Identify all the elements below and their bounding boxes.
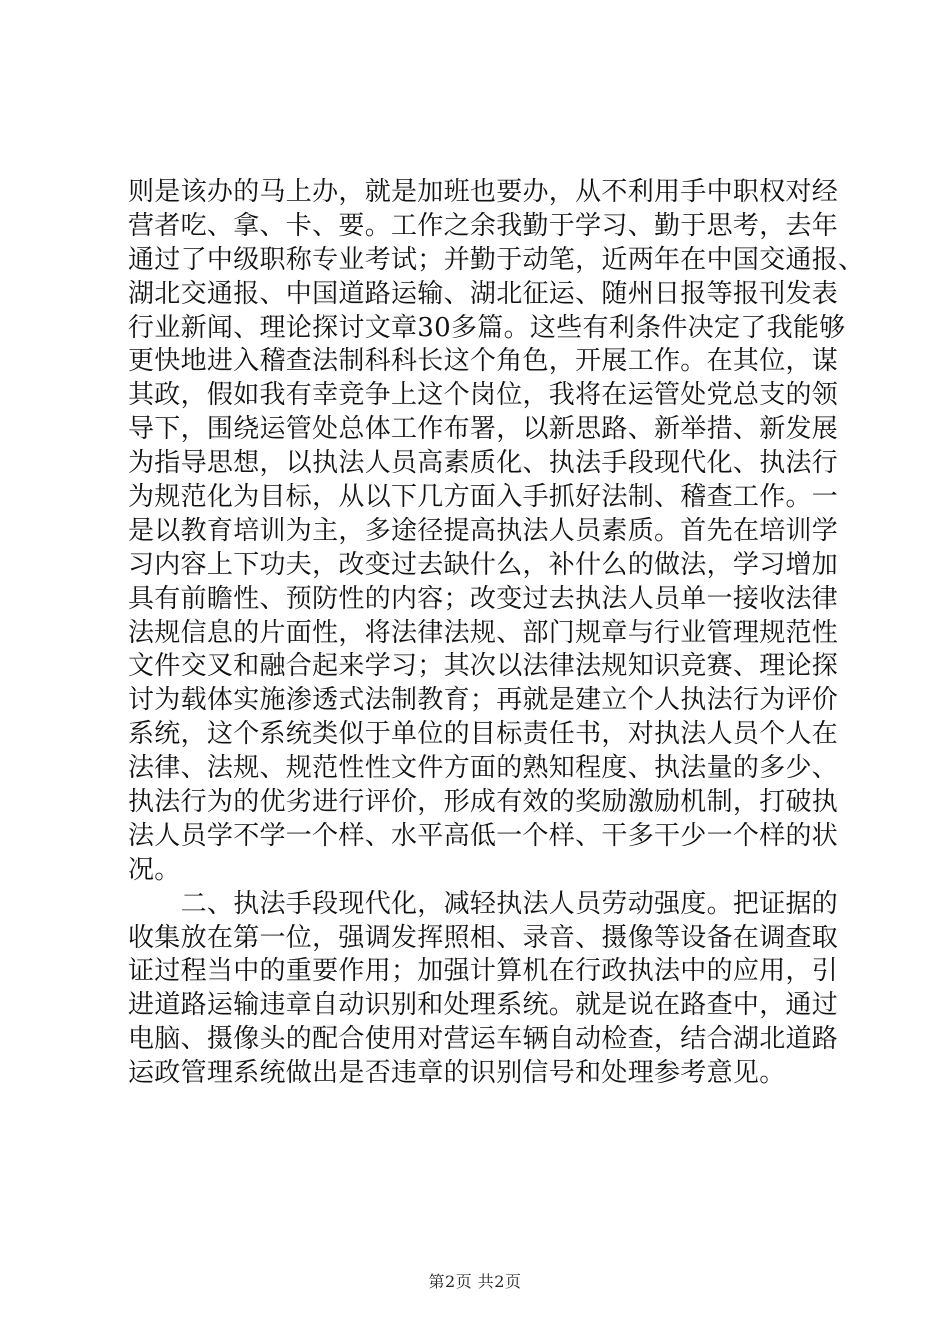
text-line: 法规信息的片面性，将法律法规、部门规章与行业管理规范性 (128, 617, 839, 648)
text-line: 湖北交通报、中国道路运输、湖北征运、随州日报等报刊发表 (128, 278, 839, 309)
text-line: 为指导思想，以执法人员高素质化、执法手段现代化、执法行 (128, 448, 839, 479)
text-line: 系统，这个系统类似于单位的目标责任书，对执法人员个人在 (128, 719, 839, 750)
text-line: 更快地进入稽查法制科科长这个角色，开展工作。在其位，谋 (128, 346, 839, 377)
text-line: 执法行为的优劣进行评价，形成有效的奖励激励机制，打破执 (128, 787, 839, 818)
text-line: 导下，围绕运管处总体工作布署，以新思路、新举措、新发展 (128, 414, 839, 445)
text-line: 运政管理系统做出是否违章的识别信号和处理参考意见。 (128, 1058, 786, 1089)
text-line: 讨为载体实施渗透式法制教育；再就是建立个人执法行为评价 (128, 685, 839, 716)
text-line: 法人员学不学一个样、水平高低一个样、干多干少一个样的状 (128, 820, 839, 851)
text-line: 通过了中级职称专业考试；并勤于动笔，近两年在中国交通报、 (128, 244, 865, 275)
text-line: 证过程当中的重要作用；加强计算机在行政执法中的应用，引 (128, 956, 839, 987)
text-line: 二、执法手段现代化，减轻执法人员劳动强度。把证据的 (128, 888, 839, 919)
text-line: 行业新闻、理论探讨文章30多篇。这些有利条件决定了我能够 (128, 312, 846, 343)
text-line: 况。 (128, 854, 181, 885)
text-line: 收集放在第一位，强调发挥照相、录音、摄像等设备在调查取 (128, 922, 839, 953)
text-line: 法律、法规、规范性性文件方面的熟知程度、执法量的多少、 (128, 753, 839, 784)
text-line: 电脑、摄像头的配合使用对营运车辆自动检查，结合湖北道路 (128, 1024, 839, 1055)
text-line: 进道路运输违章自动识别和处理系统。就是说在路查中，通过 (128, 990, 839, 1021)
text-line: 具有前瞻性、预防性的内容；改变过去执法人员单一接收法律 (128, 583, 839, 614)
text-line: 为规范化为目标，从以下几方面入手抓好法制、稽查工作。一 (128, 482, 839, 513)
page-number-footer: 第2页 共2页 (428, 1272, 522, 1291)
text-line: 营者吃、拿、卡、要。工作之余我勤于学习、勤于思考，去年 (128, 210, 839, 241)
text-line: 文件交叉和融合起来学习；其次以法律法规知识竞赛、理论探 (128, 651, 839, 682)
text-line: 则是该办的马上办，就是加班也要办，从不利用手中职权对经 (128, 177, 839, 207)
text-line: 习内容上下功夫，改变过去缺什么，补什么的做法，学习增加 (128, 549, 839, 580)
document-body (128, 176, 865, 1091)
text-line: 其政，假如我有幸竞争上这个岗位，我将在运管处党总支的领 (128, 380, 839, 411)
text-line: 是以教育培训为主，多途径提高执法人员素质。首先在培训学 (128, 515, 839, 546)
